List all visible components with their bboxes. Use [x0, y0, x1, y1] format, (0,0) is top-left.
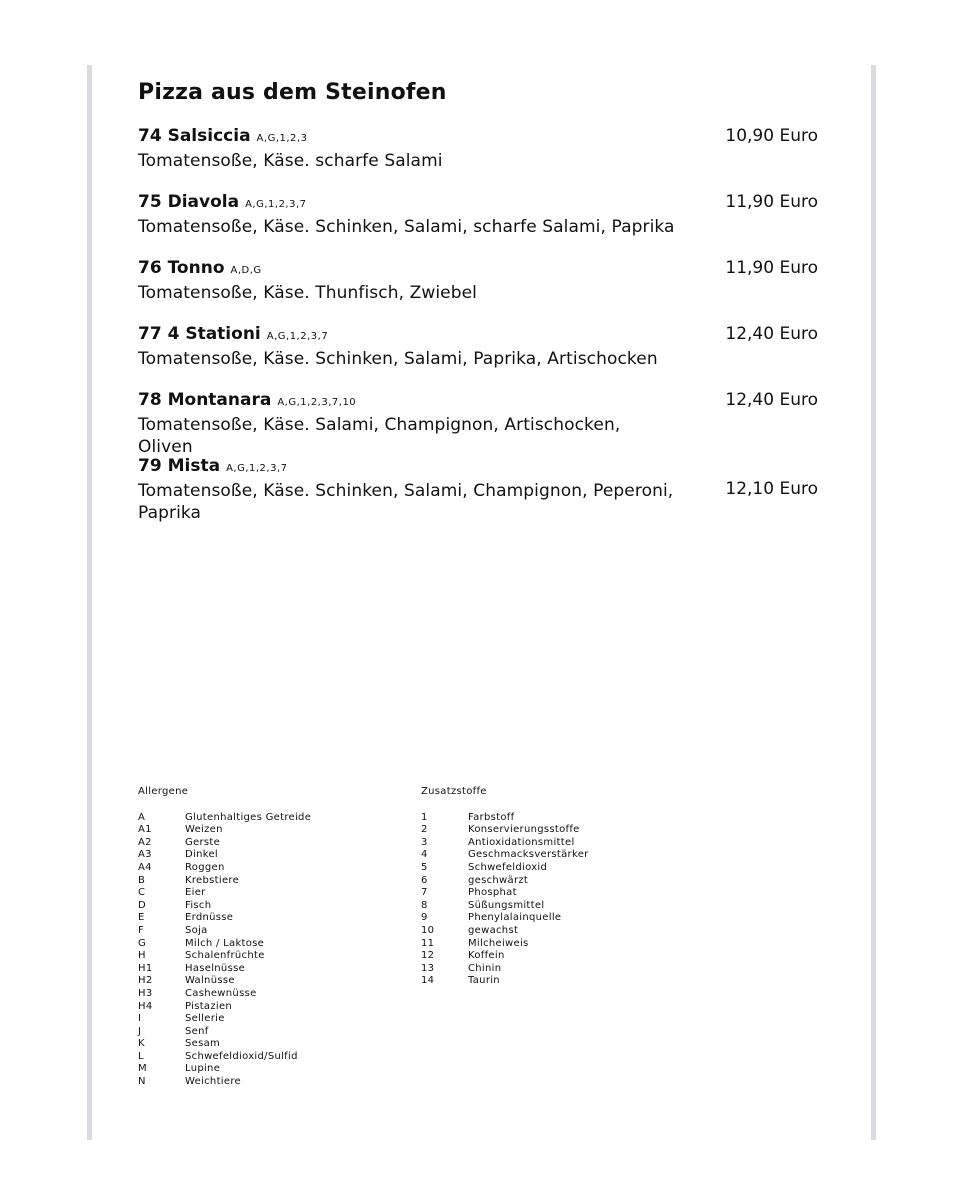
additive-code: 5	[421, 861, 428, 873]
allergen-label: Gerste	[185, 836, 221, 848]
allergen-legend	[138, 786, 311, 1089]
allergen-row	[138, 938, 311, 951]
menu-item-name: Montanara	[167, 390, 272, 410]
allergen-row	[138, 925, 311, 938]
additive-row	[421, 975, 589, 988]
allergen-code: D	[138, 899, 147, 911]
allergen-row	[138, 988, 311, 1001]
allergen-code: C	[138, 887, 146, 899]
allergen-label: Walnüsse	[185, 975, 235, 987]
additive-list	[421, 812, 589, 988]
allergen-code: L	[138, 1050, 144, 1062]
page-edge-left	[87, 65, 92, 1140]
additive-label: Farbstoff	[468, 811, 515, 823]
allergen-code: M	[138, 1063, 147, 1075]
menu-item-number: 77	[138, 324, 162, 344]
additive-code: 1	[421, 811, 428, 823]
menu-section-title: Pizza aus dem Steinofen	[138, 80, 447, 105]
additive-label: Koffein	[468, 950, 505, 962]
menu-item-description: Tomatensoße, Käse. Schinken, Salami, Champignon, Peperoni, Paprika	[138, 481, 674, 523]
additive-row	[421, 887, 589, 900]
allergen-row	[138, 1001, 311, 1014]
allergen-row	[138, 975, 311, 988]
menu-item	[138, 125, 818, 172]
allergen-code: A3	[138, 849, 152, 861]
allergen-label: Weichtiere	[185, 1076, 241, 1088]
additive-row	[421, 912, 589, 925]
additive-code: 7	[421, 887, 428, 899]
menu-item-heading	[138, 455, 818, 480]
allergen-legend-title: Allergene	[138, 786, 189, 797]
allergen-label: Sellerie	[185, 1013, 225, 1025]
additive-label: Taurin	[468, 975, 500, 987]
allergen-row	[138, 837, 311, 850]
allergen-row	[138, 963, 311, 976]
menu-item-name: Tonno	[167, 258, 225, 278]
allergen-row	[138, 849, 311, 862]
menu-item-name: 4 Stationi	[167, 324, 261, 344]
menu-item-heading	[138, 323, 818, 348]
menu-item-price: 10,90 Euro	[725, 126, 818, 146]
additive-label: gewachst	[468, 924, 519, 936]
allergen-row	[138, 1063, 311, 1076]
menu-item-heading	[138, 257, 818, 282]
menu-item	[138, 455, 818, 524]
allergen-label: Haselnüsse	[185, 962, 246, 974]
additive-label: Schwefeldioxid	[468, 861, 548, 873]
allergen-label: Glutenhaltiges Getreide	[185, 811, 312, 823]
allergen-code: H1	[138, 962, 153, 974]
allergen-list	[138, 812, 311, 1089]
additive-label: Geschmacksverstärker	[468, 849, 589, 861]
allergen-label: Krebstiere	[185, 874, 240, 886]
menu-item-price: 12,10 Euro	[725, 479, 818, 499]
menu-item-codes: A,G,1,2,3,7	[226, 463, 288, 474]
allergen-row	[138, 887, 311, 900]
allergen-code: A2	[138, 836, 152, 848]
allergen-label: Eier	[185, 887, 206, 899]
allergen-row	[138, 912, 311, 925]
menu-item	[138, 389, 818, 458]
additive-code: 9	[421, 912, 428, 924]
additive-row	[421, 938, 589, 951]
menu-item-codes: A,D,G	[230, 265, 262, 276]
allergen-row	[138, 824, 311, 837]
allergen-code: A1	[138, 824, 152, 836]
menu-item-number: 74	[138, 126, 162, 146]
additive-code: 8	[421, 899, 428, 911]
additive-code: 14	[421, 975, 435, 987]
menu-item-name: Mista	[167, 456, 221, 476]
allergen-label: Schwefeldioxid/Sulfid	[185, 1050, 298, 1062]
allergen-code: A	[138, 811, 146, 823]
allergen-row	[138, 950, 311, 963]
additive-code: 11	[421, 937, 435, 949]
additive-row	[421, 963, 589, 976]
menu-item-price: 11,90 Euro	[725, 258, 818, 278]
menu-item	[138, 257, 818, 304]
menu-item-codes: A,G,1,2,3	[256, 133, 308, 144]
allergen-row	[138, 1013, 311, 1026]
menu-item-heading	[138, 191, 818, 216]
additive-row	[421, 950, 589, 963]
additive-row	[421, 837, 589, 850]
menu-item-number: 76	[138, 258, 162, 278]
allergen-row	[138, 900, 311, 913]
allergen-code: H3	[138, 987, 153, 999]
allergen-code: B	[138, 874, 146, 886]
menu-item-description: Tomatensoße, Käse. Thunfisch, Zwiebel	[138, 283, 478, 303]
allergen-label: Milch / Laktose	[185, 937, 265, 949]
allergen-code: H4	[138, 1000, 153, 1012]
additive-row	[421, 862, 589, 875]
allergen-label: Cashewnüsse	[185, 987, 257, 999]
additive-label: Chinin	[468, 962, 502, 974]
additive-code: 13	[421, 962, 435, 974]
menu-item	[138, 323, 818, 370]
additive-code: 6	[421, 874, 428, 886]
additive-row	[421, 812, 589, 825]
allergen-code: N	[138, 1076, 146, 1088]
additive-legend-title: Zusatzstoffe	[421, 786, 487, 797]
additive-label: Antioxidationsmittel	[468, 836, 575, 848]
menu-item	[138, 191, 818, 238]
allergen-row	[138, 1076, 311, 1089]
allergen-code: F	[138, 924, 145, 936]
additive-label: geschwärzt	[468, 874, 529, 886]
menu-item-price: 12,40 Euro	[725, 390, 818, 410]
additive-row	[421, 925, 589, 938]
allergen-label: Fisch	[185, 899, 212, 911]
additive-row	[421, 900, 589, 913]
page-edge-right	[871, 65, 876, 1140]
additive-code: 4	[421, 849, 428, 861]
menu-item-name: Salsiccia	[167, 126, 251, 146]
menu-item-description: Tomatensoße, Käse. Salami, Champignon, Artischocken, Oliven	[138, 415, 621, 457]
allergen-label: Schalenfrüchte	[185, 950, 265, 962]
allergen-code: H	[138, 950, 146, 962]
allergen-row	[138, 1051, 311, 1064]
allergen-label: Weizen	[185, 824, 223, 836]
additive-code: 10	[421, 924, 435, 936]
menu-item-number: 78	[138, 390, 162, 410]
menu-item-description: Tomatensoße, Käse. Schinken, Salami, Paprika, Artischocken	[138, 349, 658, 369]
menu-item-price: 12,40 Euro	[725, 324, 818, 344]
menu-item-description: Tomatensoße, Käse. Schinken, Salami, scharfe Salami, Paprika	[138, 217, 675, 237]
additive-legend	[421, 786, 589, 988]
additive-label: Süßungsmittel	[468, 899, 545, 911]
additive-code: 12	[421, 950, 435, 962]
menu-item-heading	[138, 389, 818, 414]
menu-item-heading	[138, 125, 818, 150]
allergen-code: I	[138, 1013, 142, 1025]
allergen-label: Soja	[185, 924, 208, 936]
allergen-code: K	[138, 1038, 145, 1050]
allergen-label: Senf	[185, 1025, 209, 1037]
menu-item-number: 79	[138, 456, 162, 476]
additive-row	[421, 849, 589, 862]
allergen-label: Erdnüsse	[185, 912, 234, 924]
additive-row	[421, 824, 589, 837]
allergen-code: E	[138, 912, 145, 924]
allergen-row	[138, 812, 311, 825]
allergen-row	[138, 1026, 311, 1039]
allergen-label: Lupine	[185, 1063, 221, 1075]
menu-item-codes: A,G,1,2,3,7	[245, 199, 307, 210]
additive-code: 3	[421, 836, 428, 848]
menu-item-codes: A,G,1,2,3,7	[266, 331, 329, 342]
menu-item-price: 11,90 Euro	[725, 192, 818, 212]
allergen-label: Sesam	[185, 1038, 221, 1050]
allergen-label: Pistazien	[185, 1000, 233, 1012]
allergen-row	[138, 1038, 311, 1051]
allergen-row	[138, 862, 311, 875]
menu-item-name: Diavola	[167, 192, 240, 212]
allergen-code: J	[138, 1025, 142, 1037]
additive-label: Phosphat	[468, 887, 517, 899]
additive-label: Konservierungsstoffe	[468, 824, 580, 836]
menu-item-description: Tomatensoße, Käse. scharfe Salami	[138, 151, 443, 171]
allergen-row	[138, 875, 311, 888]
menu-item-codes: A,G,1,2,3,7,10	[277, 397, 357, 408]
additive-label: Phenylalainquelle	[468, 912, 562, 924]
allergen-label: Roggen	[185, 861, 225, 873]
additive-row	[421, 875, 589, 888]
additive-label: Milcheiweis	[468, 937, 529, 949]
allergen-code: A4	[138, 861, 152, 873]
additive-code: 2	[421, 824, 428, 836]
allergen-code: H2	[138, 975, 153, 987]
allergen-code: G	[138, 937, 147, 949]
allergen-label: Dinkel	[185, 849, 218, 861]
menu-item-number: 75	[138, 192, 162, 212]
